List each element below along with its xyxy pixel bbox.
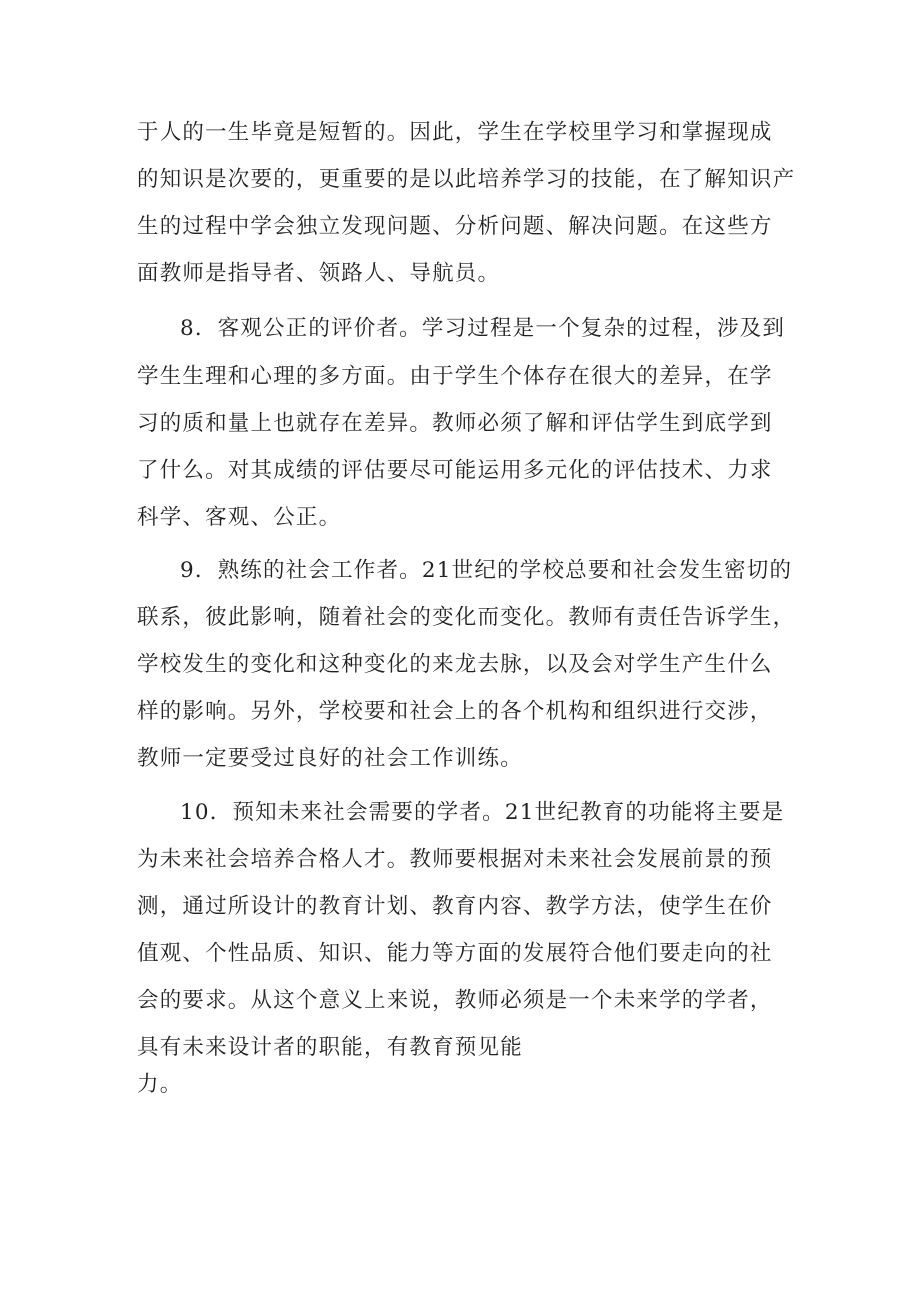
text-line: 学校发生的变化和这种变化的来龙去脉，以及会对学生产生什么: [137, 652, 773, 677]
text-line: 力。: [137, 1072, 183, 1097]
text-line: 为未来社会培养合格人才。教师要根据对未来社会发展前景的预: [137, 847, 773, 872]
text-line: 测，通过所设计的教育计划、教育内容、教学方法，使学生在价: [137, 894, 773, 919]
paragraph-8-start: 8．客观公正的评价者。学习过程是一个复杂的过程，涉及到: [180, 316, 786, 341]
text-line: 习的质和量上也就存在差异。教师必须了解和评估学生到底学到: [137, 411, 773, 436]
text-line: 面教师是指导者、领路人、导航员。: [137, 261, 501, 286]
text-line: 联系，彼此影响，随着社会的变化而变化。教师有责任告诉学生，: [137, 605, 796, 630]
text-line: 会的要求。从这个意义上来说，教师必须是一个未来学的学者，: [137, 988, 773, 1013]
text-line: 生的过程中学会独立发现问题、分析问题、解决问题。在这些方: [137, 214, 773, 239]
text-line: 于人的一生毕竟是短暂的。因此，学生在学校里学习和掌握现成: [137, 120, 773, 145]
text-line: 样的影响。另外，学校要和社会上的各个机构和组织进行交涉，: [137, 699, 773, 724]
text-line: 值观、个性品质、知识、能力等方面的发展符合他们要走向的社: [137, 941, 773, 966]
paragraph-10-start: 10．预知未来社会需要的学者。21世纪教育的功能将主要是: [180, 800, 785, 825]
text-line: 了什么。对其成绩的评估要尽可能运用多元化的评估技术、力求: [137, 458, 773, 483]
text-line: 的知识是次要的，更重要的是以此培养学习的技能，在了解知识产: [137, 167, 796, 192]
text-line: 学生生理和心理的多方面。由于学生个体存在很大的差异，在学: [137, 364, 773, 389]
text-line: 具有未来设计者的职能，有教育预见能: [137, 1035, 523, 1060]
text-line: 教师一定要受过良好的社会工作训练。: [137, 746, 523, 771]
paragraph-9-start: 9．熟练的社会工作者。21世纪的学校总要和社会发生密切的: [180, 558, 793, 583]
text-line: 科学、客观、公正。: [137, 505, 342, 530]
